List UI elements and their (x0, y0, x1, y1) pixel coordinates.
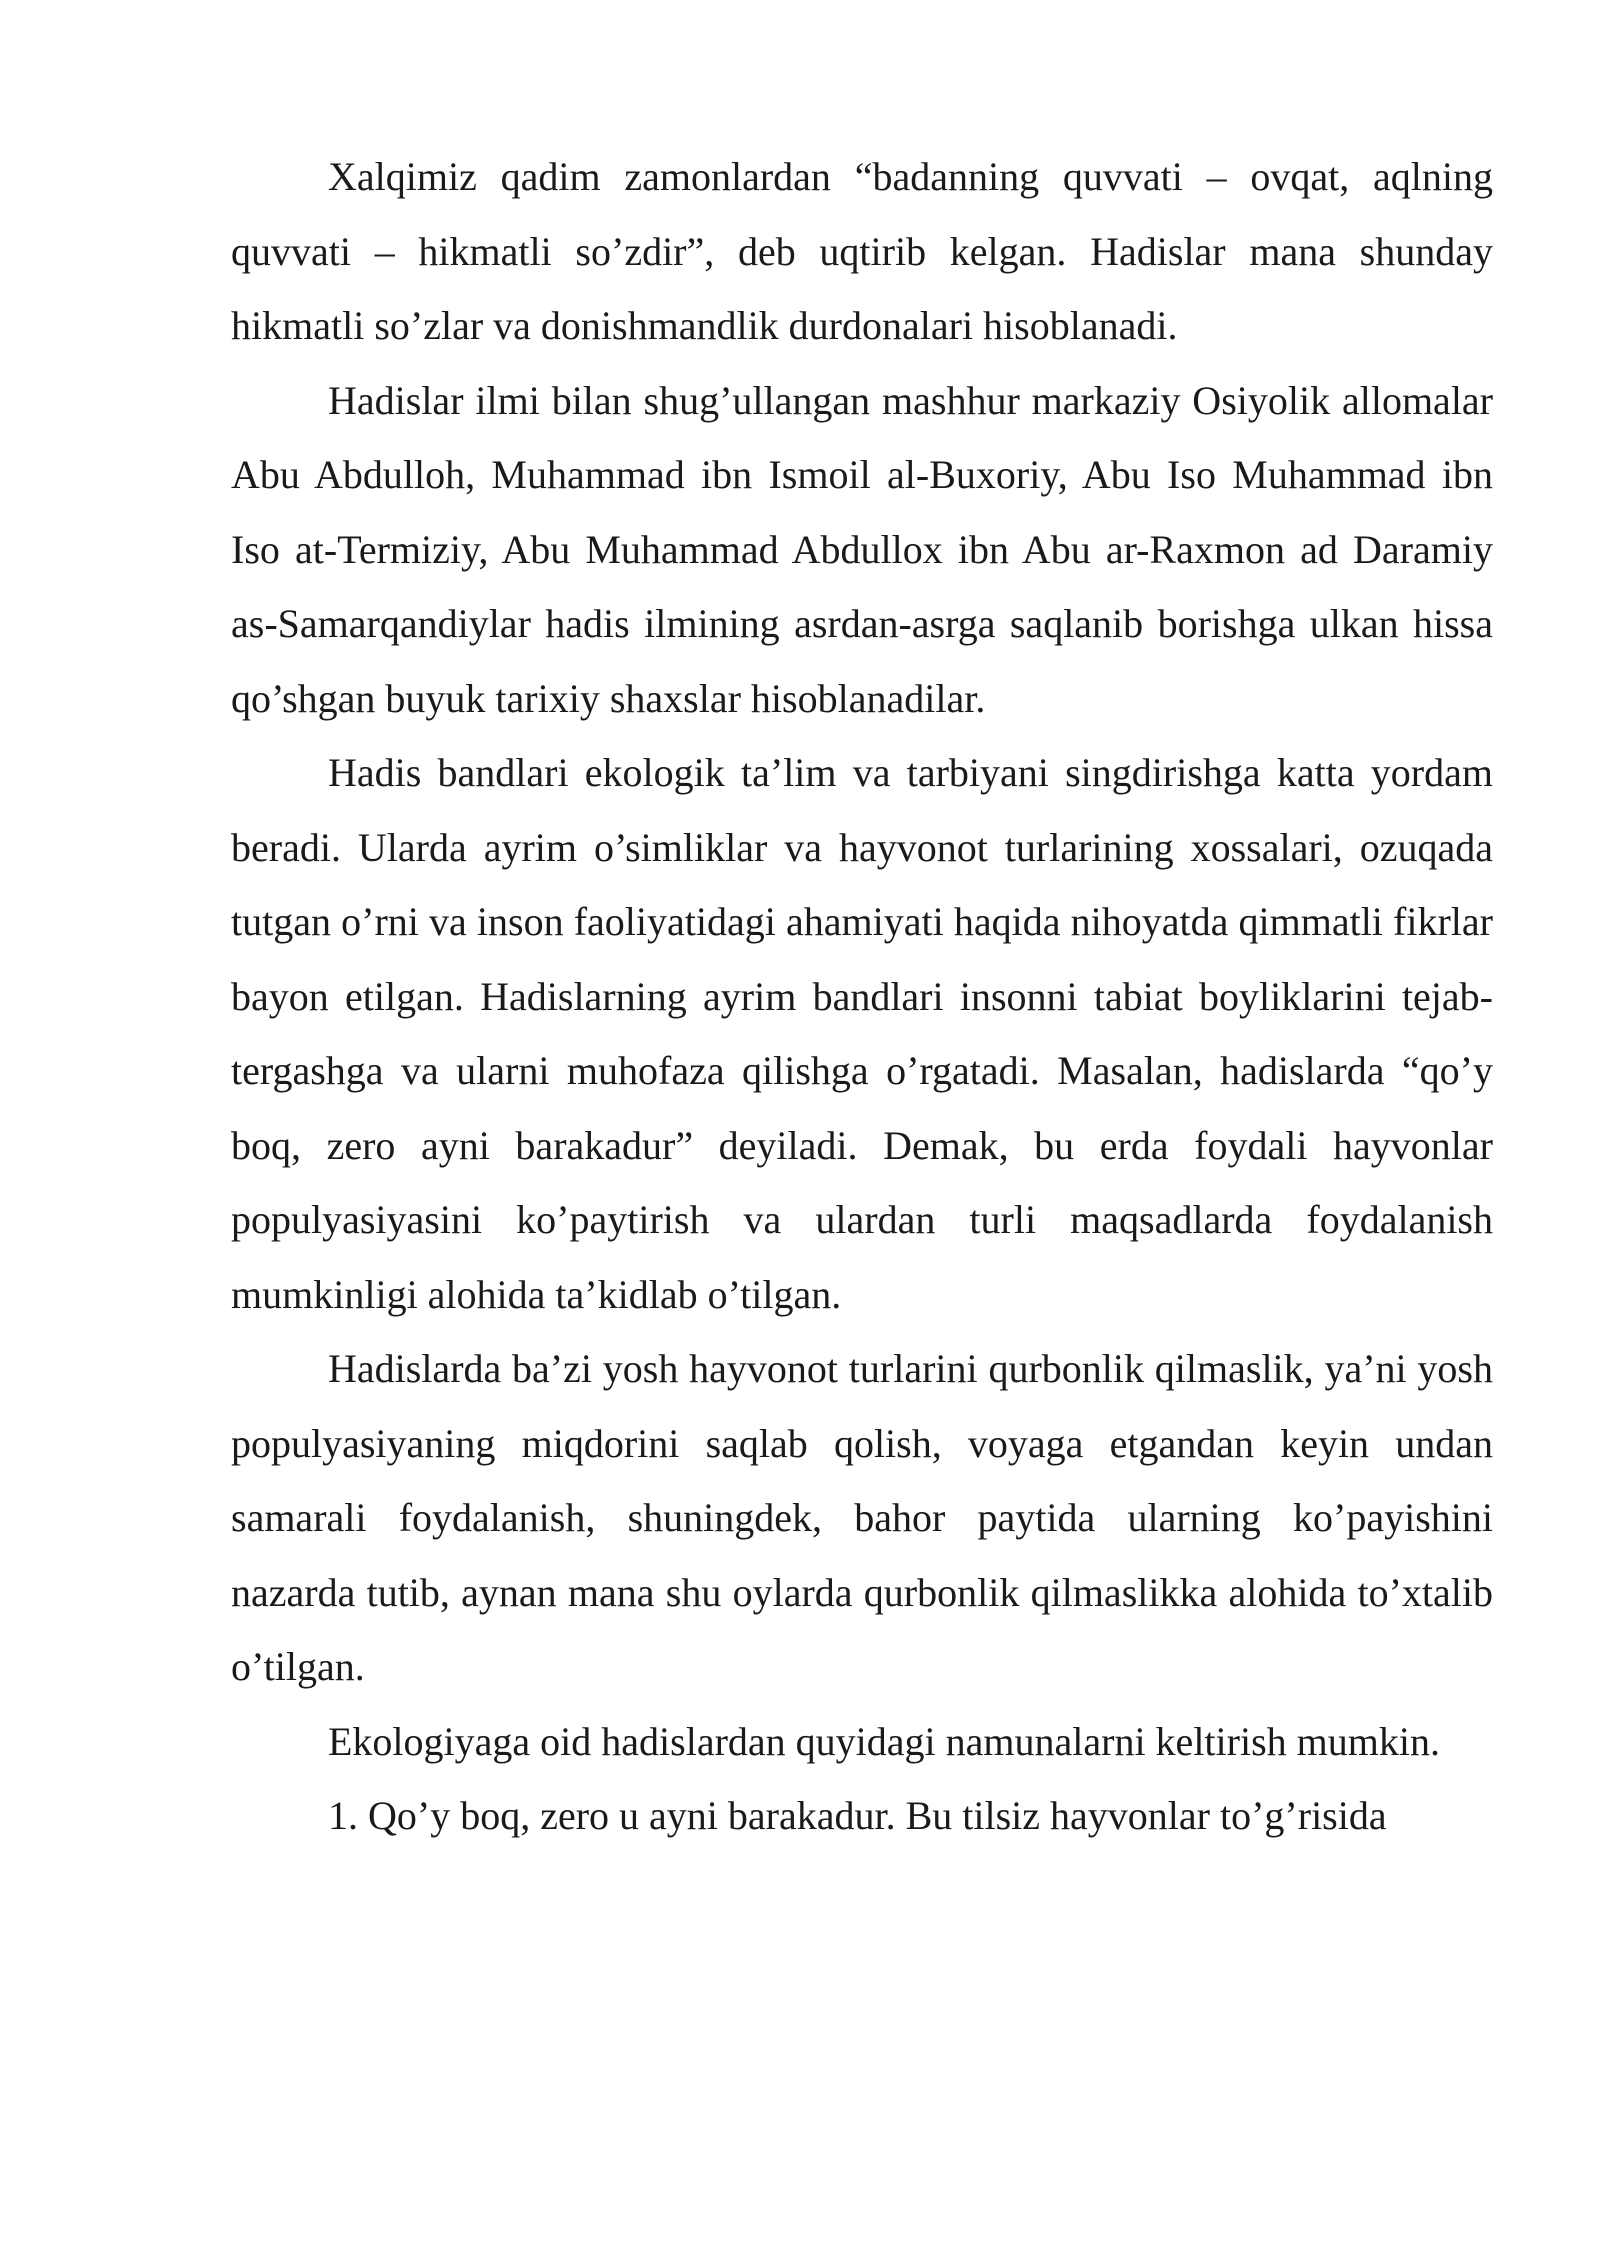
paragraph-scholars: Hadislar ilmi bilan shug’ullangan mashhur markaziy Osiyolik allomalar Abu Abdulloh, Muhammad ibn Ismoil al-Buxoriy, Abu Iso Muhammad ibn Iso at-Termiziy, Abu Muhammad Abdullox ibn Abu ar-Raxmon ad Daramiy as-Samarqandiylar hadis ilmining asrdan-asrga saqlanib borishga ulkan hissa qo’shgan buyuk tarixiy shaxslar hisoblanadilar. (231, 377, 1493, 721)
document-page (231, 140, 1493, 1854)
paragraph-list-item-1: 1. Qo’y boq, zero u ayni barakadur. Bu tilsiz hayvonlar to’g’risida (328, 1793, 1387, 1838)
paragraph-examples-intro: Ekologiyaga oid hadislardan quyidagi namunalarni keltirish mumkin. (328, 1718, 1440, 1764)
paragraph-ecological-education: Hadis bandlari ekologik ta’lim va tarbiyani singdirishga katta yordam beradi. Ularda ayrim o’simliklar va hayvonot turlarining xossalari, ozuqada tutgan o’rni va inson faoliyatidagi ahamiyati haqida nihoyatda qimmatli fikrlar bayon etilgan. Hadislarning ayrim bandlari insonni tabiat boyliklarini tejab-tergashga va ularni muhofaza qilishga o’rgatadi. Masalan, hadislarda “qo’y boq, zero ayni barakadur” deyiladi. Demak, bu erda foydali hayvonlar populyasiyasini ko’paytirish va ulardan turli maqsadlarda foydalanish mumkinligi alohida ta’kidlab o’tilgan. (231, 750, 1493, 1317)
paragraph-intro: Xalqimiz qadim zamonlardan “badanning quvvati – ovqat, aqlning quvvati – hikmatli so’zdir”, deb uqtirib kelgan. Hadislar mana shunday hikmatli so’zlar va donishmandlik durdonalari hisoblanadi. (231, 154, 1493, 348)
paragraph-sacrifice: Hadislarda ba’zi yosh hayvonot turlarini qurbonlik qilmaslik, ya’ni yosh populyasiyaning miqdorini saqlab qolish, voyaga etgandan keyin undan samarali foydalanish, shuningdek, bahor paytida ularning ko’payishini nazarda tutib, aynan mana shu oylarda qurbonlik qilmaslikka alohida to’xtalib o’tilgan. (231, 1346, 1493, 1689)
